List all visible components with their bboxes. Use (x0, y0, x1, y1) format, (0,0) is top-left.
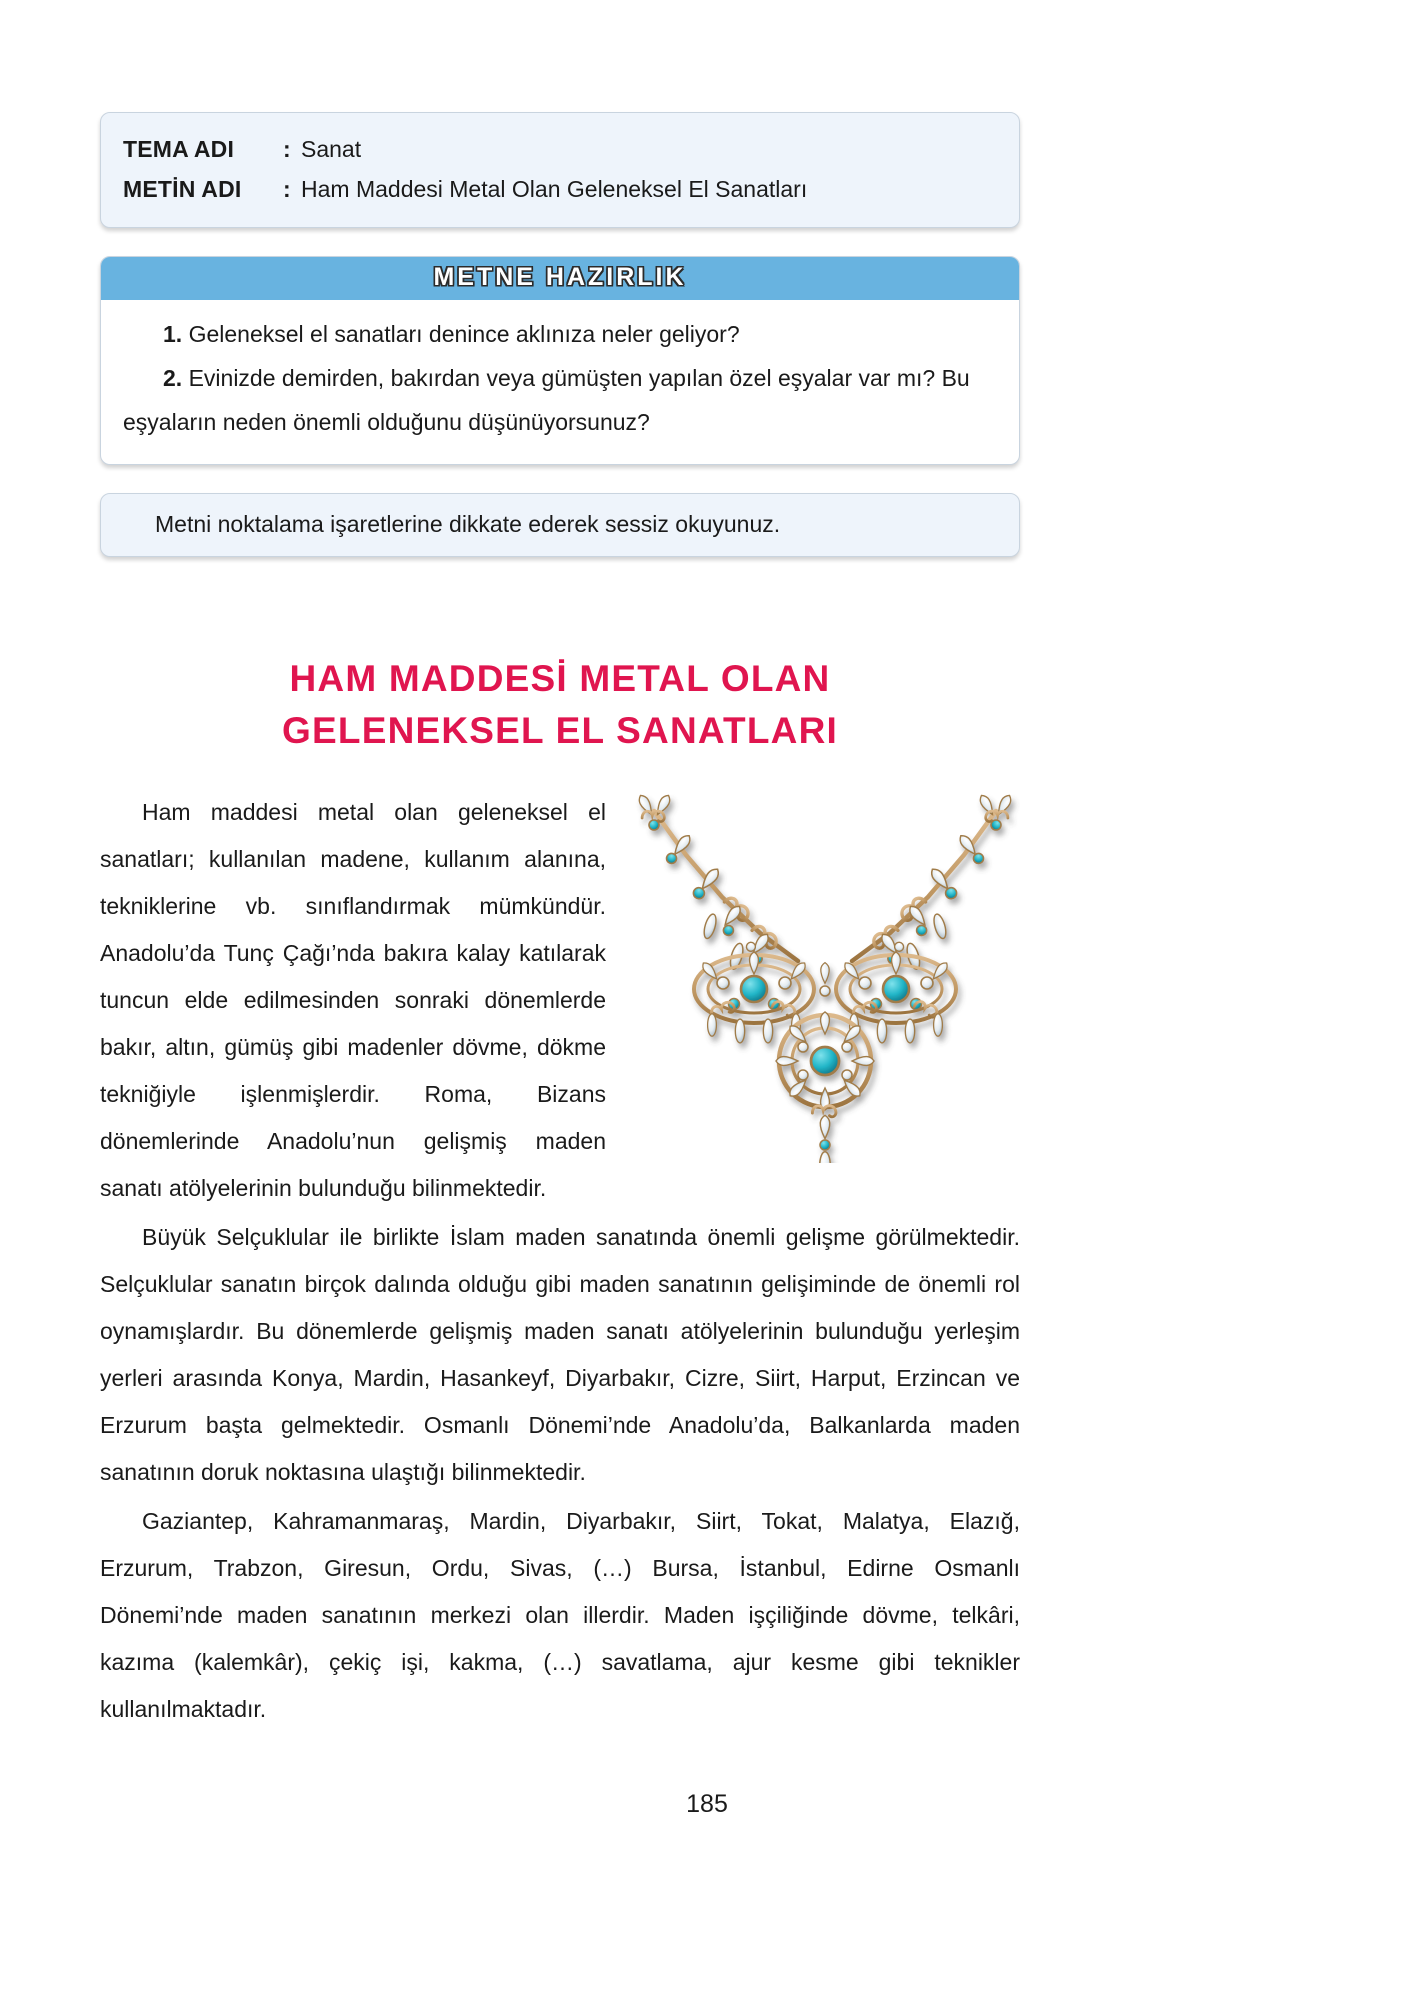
info-value-tema: Sanat (301, 136, 362, 162)
prep-question-1-number: 1. (163, 321, 183, 347)
info-colon-metin: : (283, 176, 291, 202)
reading-instruction-text: Metni noktalama işaretlerine dikkate ederek sessiz okuyunuz. (155, 511, 781, 537)
article-title-line-2: GELENEKSEL EL SANATLARI (282, 710, 838, 751)
paragraph-3: Gaziantep, Kahramanmaraş, Mardin, Diyarbakır, Siirt, Tokat, Malatya, Elazığ, Erzurum, Trabzon, Giresun, Ordu, Sivas, (…) Bursa, İstanbul, Edirne Osmanlı Dönemi’nde maden sanatının merkezi olan illerdir. Maden işçiliğinde dövme, telkâri, kazıma (kalemkâr), çekiç işi, kakma, (…) savatlama, ajur kesme gibi teknikler kullanılmaktadır. (100, 1508, 1020, 1722)
reading-instruction-box (100, 493, 1020, 557)
info-value-metin: Ham Maddesi Metal Olan Geleneksel El Sanatları (301, 176, 808, 202)
theme-info-box (100, 112, 1020, 228)
paragraph-1: Ham maddesi metal olan geleneksel el sanatları; kullanılan madene, kullanım alanına, tekniklerine vb. sınıflandırmak mümkündür. Anadolu’da Tunç Çağı’nda bakıra kalay katılarak tuncun elde edilmesinden sonraki dönemlerde bakır, altın, gümüş gibi madenler dövme, dökme tekniğiyle işlenmişlerdir. Roma, Bizans dönemlerinde Anadolu’nun gelişmiş maden sanatı atölyelerinin bulunduğu bilinmektedir. (100, 799, 606, 1201)
prep-question-2-number: 2. (163, 365, 183, 391)
prep-question-2-text: Evinizde demirden, bakırdan veya gümüşten yapılan özel eşyalar var mı? Bu eşyaların neden önemli olduğunu düşünüyorsunuz? (123, 365, 970, 435)
prep-question-2 (123, 356, 997, 444)
info-label-tema: TEMA ADI (123, 136, 235, 162)
info-row-metin (123, 169, 997, 209)
prep-box (100, 256, 1020, 465)
page-content (100, 0, 1020, 1733)
necklace-illustration (630, 793, 1020, 1163)
article-title-line-1: HAM MADDESİ METAL OLAN (289, 658, 831, 699)
prep-banner-label: METNE HAZIRLIK (433, 263, 687, 291)
info-row-tema (123, 129, 997, 169)
prep-body (101, 300, 1019, 464)
info-label-metin: METİN ADI (123, 176, 242, 202)
info-colon-tema: : (283, 136, 291, 162)
article-body (100, 789, 1020, 1733)
prep-question-1 (123, 312, 997, 356)
article-title (100, 653, 1020, 757)
prep-banner (101, 257, 1019, 300)
paragraph-2: Büyük Selçuklular ile birlikte İslam maden sanatında önemli gelişme görülmektedir. Selçuklular sanatın birçok dalında olduğu gibi maden sanatının gelişiminde de önemli rol oynamışlardır. Bu dönemlerde gelişmiş maden sanatı atölyelerinin bulunduğu yerleşim yerleri arasında Konya, Mardin, Hasankeyf, Diyarbakır, Cizre, Siirt, Harput, Erzincan ve Erzurum başta gelmektedir. Osmanlı Dönemi’nde Anadolu’da, Balkanlarda maden sanatının doruk noktasına ulaştığı bilinmektedir. (100, 1224, 1020, 1485)
page-number: 185 (686, 1790, 728, 1818)
prep-question-1-text: Geleneksel el sanatları denince aklınıza neler geliyor? (188, 321, 740, 347)
